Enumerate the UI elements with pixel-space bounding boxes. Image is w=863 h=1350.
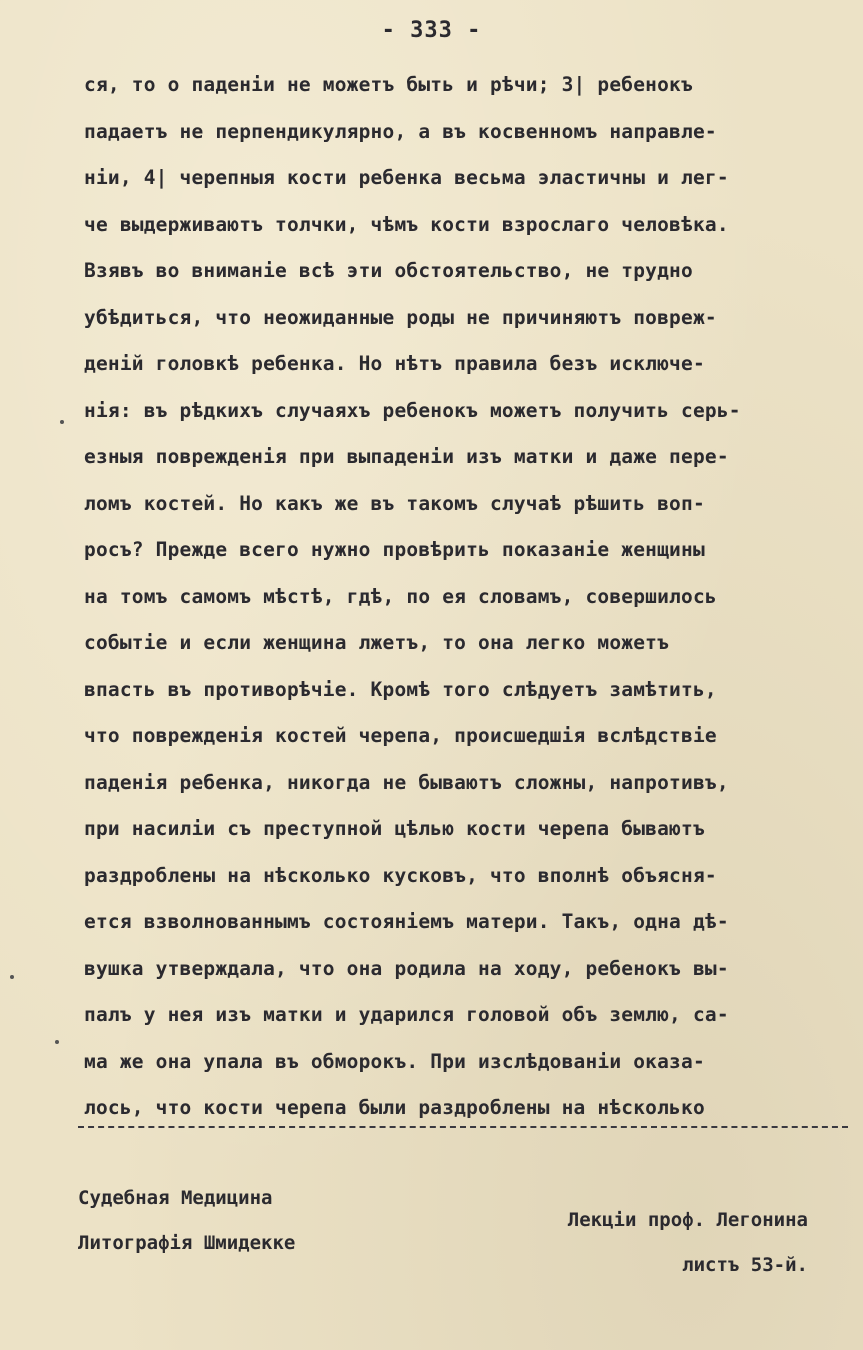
text-line: падаетъ не перпендикулярно, а въ косвенномъ направле- bbox=[84, 119, 717, 143]
footer-printer: Литографія Шмидекке bbox=[78, 1232, 296, 1254]
body-text bbox=[84, 62, 844, 1132]
text-line: событіе и если женщина лжетъ, то она легко можетъ bbox=[84, 631, 670, 654]
footer-row-printer bbox=[78, 1210, 808, 1298]
footer-sheet: листъ 53-й. bbox=[682, 1254, 808, 1276]
text-line: на томъ самомъ мѣстѣ, гдѣ, по ея словамъ, совершилось bbox=[84, 584, 717, 608]
text-line: ломъ костей. Но какъ же въ такомъ случаѣ рѣшить воп- bbox=[84, 491, 705, 515]
text-line: при насиліи съ преступной цѣлью кости черепа бываютъ bbox=[84, 817, 705, 840]
page-number: - 333 - bbox=[381, 18, 482, 43]
text-line: езныя поврежденія при выпаденіи изъ матки и даже пере- bbox=[84, 445, 729, 468]
text-line: ется взволнованнымъ состояніемъ матери. Такъ, одна дѣ- bbox=[84, 910, 729, 933]
footer-subject: Судебная Медицина bbox=[78, 1187, 273, 1209]
text-line: деній головкѣ ребенка. Но нѣтъ правила безъ исключе- bbox=[84, 352, 705, 375]
text-line: росъ? Прежде всего нужно провѣрить показаніе женщины bbox=[84, 538, 705, 561]
margin-speck bbox=[10, 975, 14, 979]
text-line: че выдерживаютъ толчки, чѣмъ кости взрослаго человѣка. bbox=[84, 212, 729, 236]
margin-speck bbox=[60, 420, 64, 424]
text-line: вушка утверждала, что она родила на ходу, ребенокъ вы- bbox=[84, 956, 729, 980]
text-line: впасть въ противорѣчіе. Кромѣ того слѣдуетъ замѣтить, bbox=[84, 677, 717, 701]
text-line: ніи, 4| черепныя кости ребенка весьма эластичны и лег- bbox=[84, 166, 729, 189]
text-line: раздроблены на нѣсколько кусковъ, что вполнѣ объясня- bbox=[84, 863, 717, 887]
margin-speck bbox=[55, 1040, 59, 1044]
footer-lecture: Лекціи проф. Легонина bbox=[567, 1209, 808, 1231]
text-line: палъ у нея изъ матки и ударился головой объ землю, са- bbox=[84, 1003, 729, 1026]
text-line: убѣдиться, что неожиданные роды не причиняютъ повреж- bbox=[84, 305, 717, 329]
text-line: лось, что кости черепа были раздроблены на нѣсколько bbox=[84, 1096, 705, 1119]
footer-divider bbox=[78, 1126, 848, 1128]
text-line: Взявъ во вниманіе всѣ эти обстоятельство, не трудно bbox=[84, 259, 693, 282]
text-line: что поврежденія костей черепа, происшедшія вслѣдствіе bbox=[84, 724, 717, 747]
text-line: паденія ребенка, никогда не бываютъ сложны, напротивъ, bbox=[84, 770, 729, 794]
text-line: ма же она упала въ обморокъ. При изслѣдованіи оказа- bbox=[84, 1049, 705, 1073]
text-line: ся, то о паденіи не можетъ быть и рѣчи; 3| ребенокъ bbox=[84, 73, 693, 96]
text-line: нія: въ рѣдкихъ случаяхъ ребенокъ можетъ получить серь- bbox=[84, 398, 741, 422]
